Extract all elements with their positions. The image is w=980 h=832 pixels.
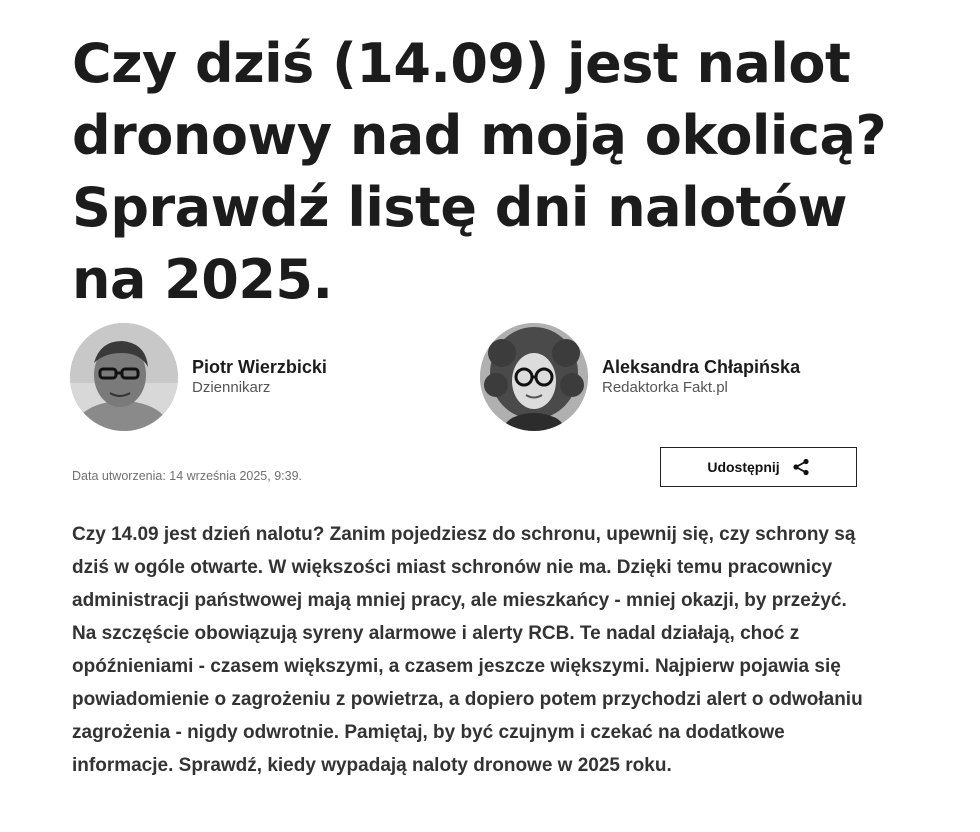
author-avatar[interactable] xyxy=(480,323,588,431)
author-card[interactable] xyxy=(70,322,327,432)
article-headline: Czy dziś (14.09) jest nalot dronowy nad moją okolicą? Sprawdź listę dni nalotów na 2025. xyxy=(72,32,887,311)
share-button-label: Udostępnij xyxy=(707,459,780,475)
publication-date: Data utworzenia: 14 września 2025, 9:39. xyxy=(72,469,302,483)
author-card[interactable] xyxy=(480,322,800,432)
author-role: Redaktorka Fakt.pl xyxy=(602,379,728,396)
author-photo-icon xyxy=(480,323,588,431)
author-name[interactable]: Piotr Wierzbicki xyxy=(192,357,327,377)
article-lead: Czy 14.09 jest dzień nalotu? Zanim pojedziesz do schronu, upewnij się, czy schrony są dziś w ogóle otwarte. W większości miast schronów nie ma. Dzięki temu pracownicy administracji państwowej mają mniej pracy, ale mieszkańcy - mniej okazji, by przeżyć. Na szczęście obowiązują syreny alarmowe i alerty RCB. Te nadal działają, choć z opóźnieniami - czasem większymi, a czasem jeszcze większymi. Najpierw pojawia się powiadomienie o zagrożeniu z powietrza, a dopiero potem przychodzi alert o odwołaniu zagrożenia - nigdy odwrotnie. Pamiętaj, by być czujnym i czekać na dodatkowe informacje. Sprawdź, kiedy wypadają naloty dronowe w 2025 roku. xyxy=(72,524,863,776)
author-photo-icon xyxy=(70,323,178,431)
author-avatar[interactable] xyxy=(70,323,178,431)
author-role: Dziennikarz xyxy=(192,379,271,396)
author-name[interactable]: Aleksandra Chłapińska xyxy=(602,357,801,377)
share-icon xyxy=(792,458,810,476)
share-button[interactable] xyxy=(660,447,857,487)
